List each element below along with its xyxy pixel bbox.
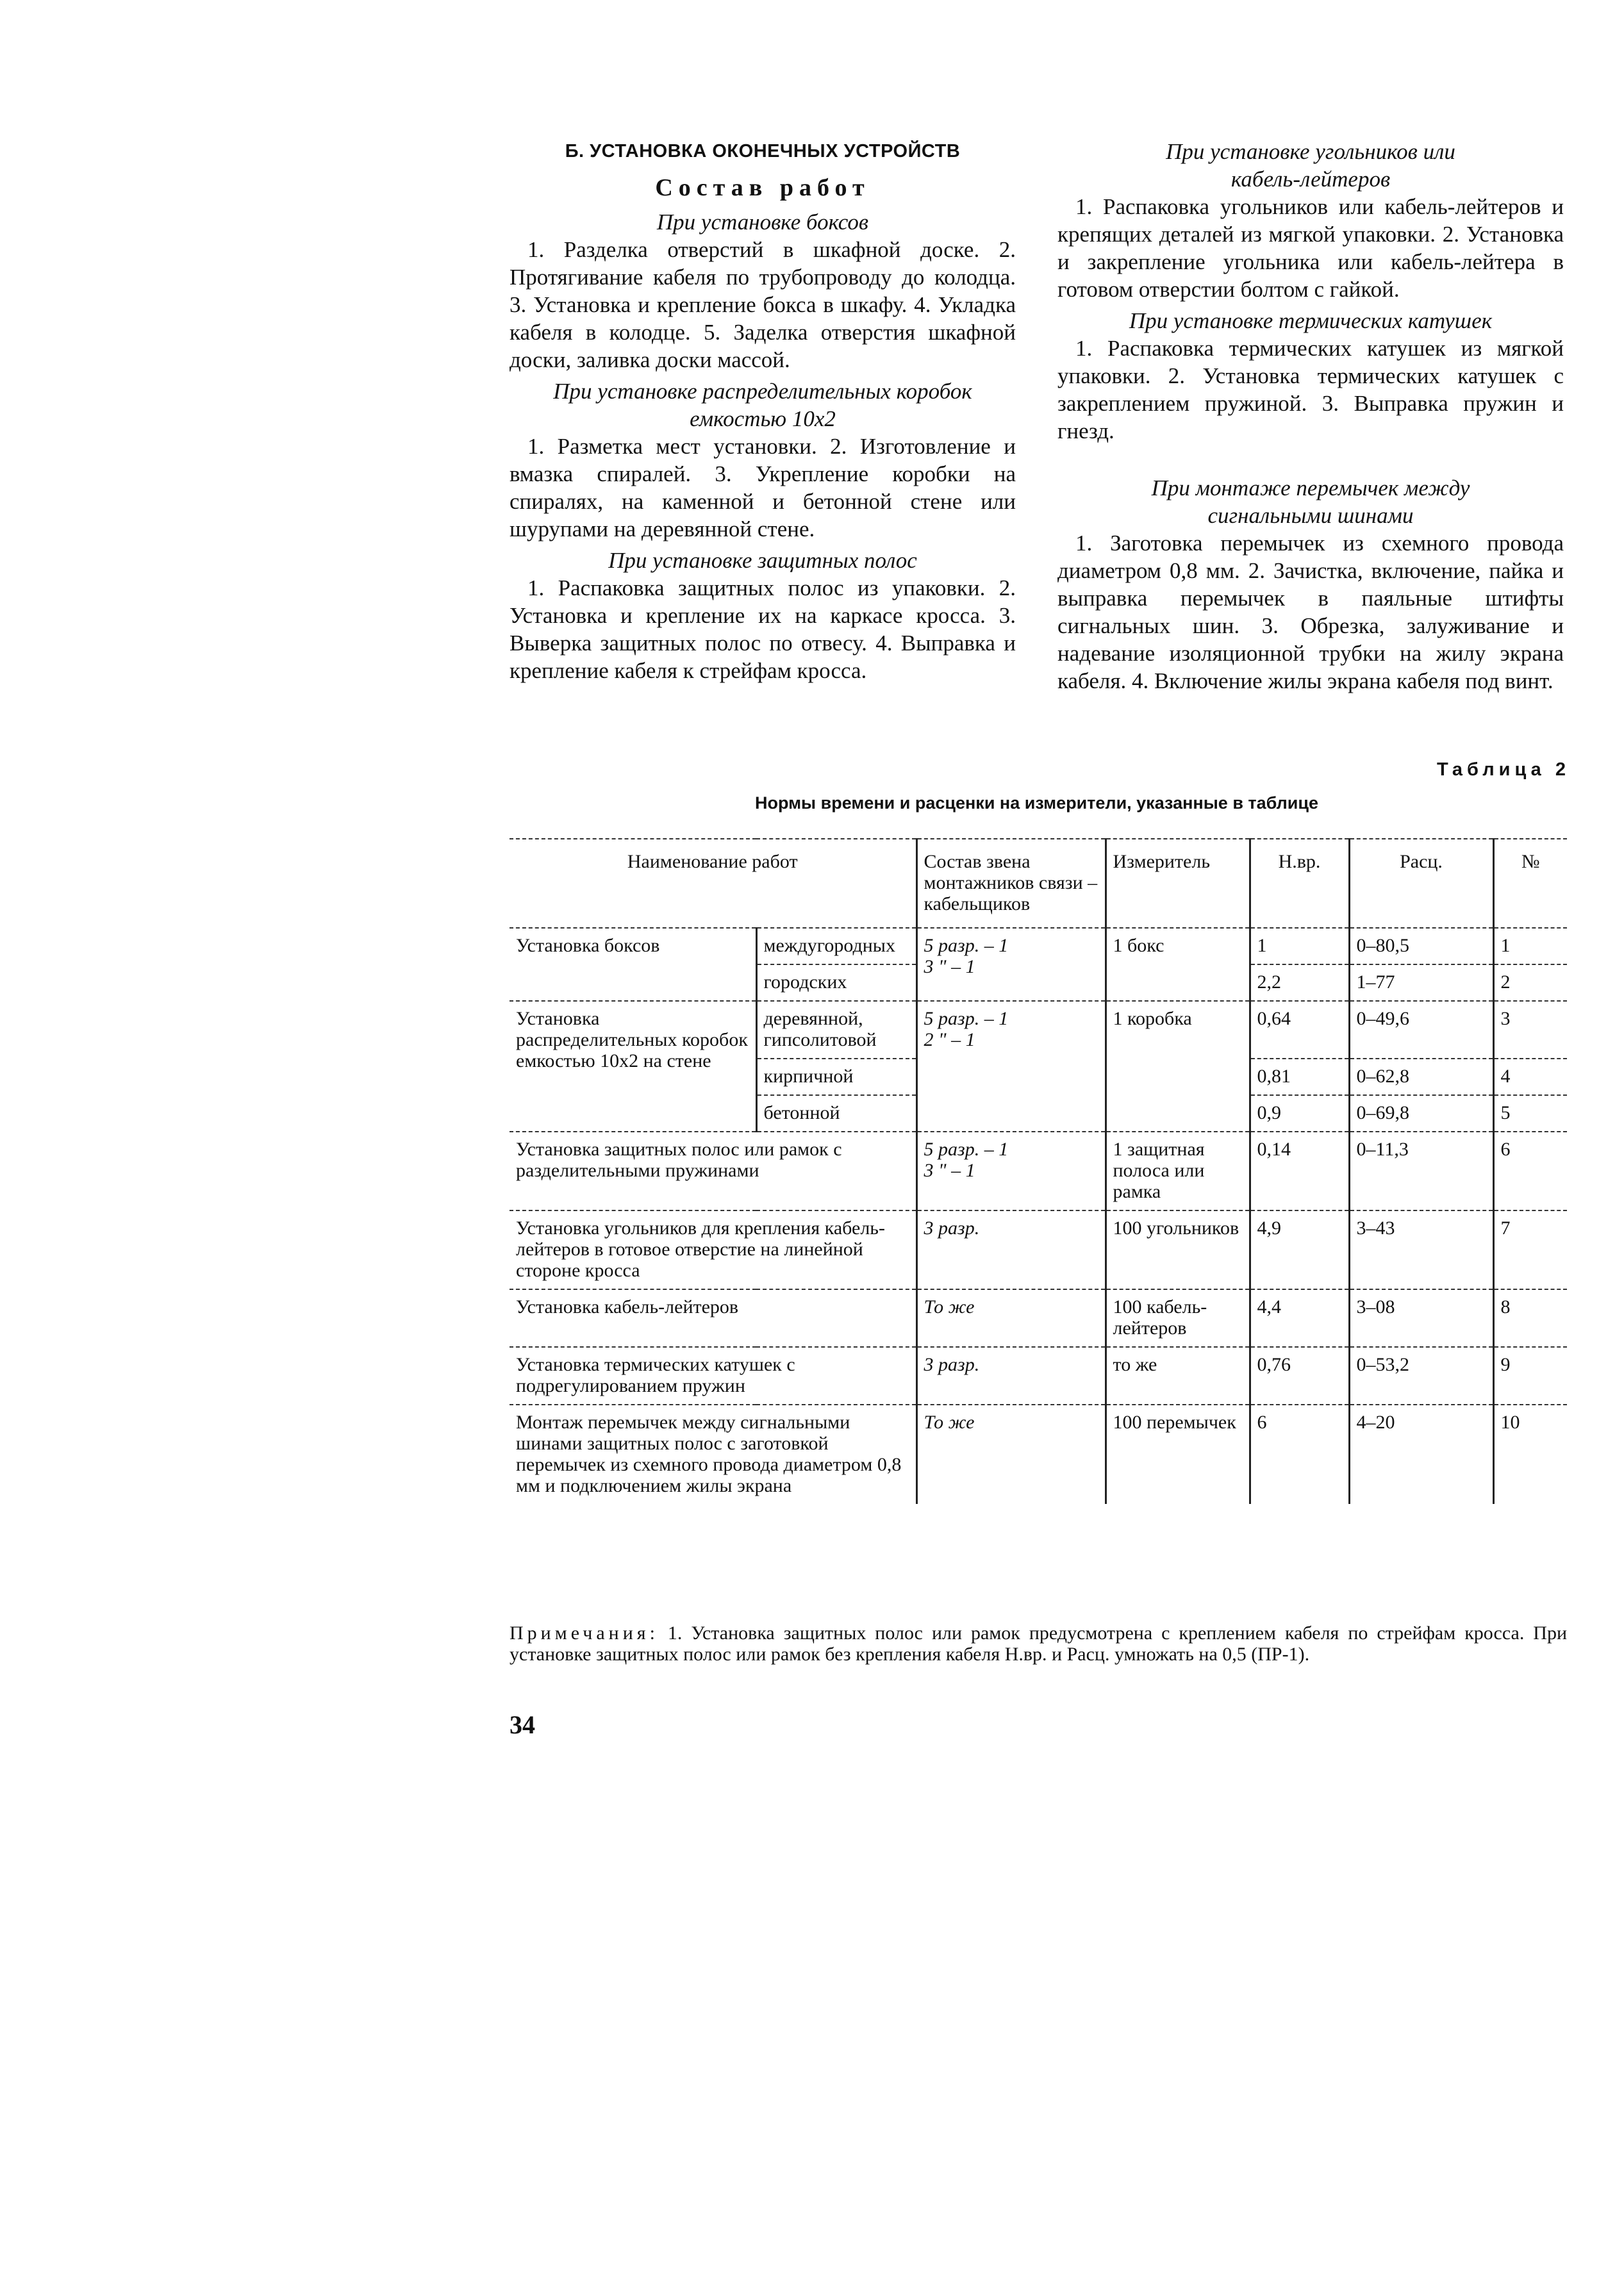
table-row — [510, 928, 1567, 964]
cell-nvr: 0,64 — [1250, 1001, 1349, 1059]
cell-no: 8 — [1493, 1289, 1567, 1347]
cell-nvr: 4,9 — [1250, 1210, 1349, 1289]
cell-work: Установка термических катушек с подрегулированием пружин — [510, 1347, 916, 1405]
paragraph: 1. Разметка мест установки. 2. Изготовление и вмазка спиралей. 3. Укрепление коробки на спиралях, на каменной и бетонной стене или шурупами на деревянной стене. — [510, 434, 1016, 541]
cell-no: 6 — [1493, 1132, 1567, 1210]
cell-nvr: 0,14 — [1250, 1132, 1349, 1210]
cell-unit: 1 бокс — [1106, 928, 1250, 1001]
right-column — [1057, 138, 1564, 698]
cell-nvr: 0,76 — [1250, 1347, 1349, 1405]
note-label: Примечания: — [510, 1623, 659, 1644]
header-rasc: Расц. — [1349, 839, 1493, 928]
cell-nvr: 1 — [1250, 928, 1349, 964]
cell-no: 3 — [1493, 1001, 1567, 1059]
spacer — [1057, 449, 1564, 474]
subheading: При установке защитных полос — [608, 548, 917, 573]
cell-rasc: 0–53,2 — [1349, 1347, 1493, 1405]
header-no: № — [1493, 839, 1567, 928]
cell-rasc: 0–49,6 — [1349, 1001, 1493, 1059]
cell-no: 9 — [1493, 1347, 1567, 1405]
subheading: При установке боксов — [656, 210, 869, 235]
cell-rasc: 0–62,8 — [1349, 1059, 1493, 1095]
paragraph: 1. Распаковка термических катушек из мягкой упаковки. 2. Установка термических катушек с закреплением пружиной. 3. Выправка пружин и гнезд. — [1057, 336, 1564, 443]
cell-unit: 1 защитная полоса или рамка — [1106, 1132, 1250, 1210]
cell-no: 1 — [1493, 928, 1567, 964]
cell-work: Установка распределительных коробок емкостью 10х2 на стене — [510, 1001, 756, 1132]
cell-crew: 3 разр. — [916, 1210, 1106, 1289]
header-name: Наименование работ — [510, 839, 916, 928]
subheading: При установке распределительных коробок емкостью 10х2 — [553, 379, 972, 431]
cell-rasc: 3–43 — [1349, 1210, 1493, 1289]
table-row — [510, 1405, 1567, 1504]
paragraph: 1. Распаковка защитных полос из упаковки. 2. Установка и крепление их на каркасе кросса. 3. Выверка защитных полос по отвесу. 4. Выправка и крепление кабеля к стрейфам кросса. — [510, 575, 1016, 683]
cell-rasc: 4–20 — [1349, 1405, 1493, 1504]
cell-no: 10 — [1493, 1405, 1567, 1504]
cell-work: Установка угольников для крепления кабель-лейтеров в готовое отверстие на линейной стороне кросса — [510, 1210, 916, 1289]
header-nvr: Н.вр. — [1250, 839, 1349, 928]
table-row — [510, 1132, 1567, 1210]
cell-no: 4 — [1493, 1059, 1567, 1095]
cell-unit: 100 перемычек — [1106, 1405, 1250, 1504]
cell-crew: 5 разр. – 1 2 " – 1 — [916, 1001, 1106, 1132]
cell-no: 5 — [1493, 1095, 1567, 1132]
table-number: Таблица 2 — [1436, 759, 1570, 780]
cell-nvr: 2,2 — [1250, 964, 1349, 1001]
cell-unit: 100 угольников — [1106, 1210, 1250, 1289]
left-column — [510, 138, 1016, 688]
table-row — [510, 1001, 1567, 1059]
cell-sub: кирпичной — [756, 1059, 916, 1095]
cell-crew: То же — [916, 1405, 1106, 1504]
table-row — [510, 1347, 1567, 1405]
cell-rasc: 0–69,8 — [1349, 1095, 1493, 1132]
table-header-row — [510, 839, 1567, 928]
cell-nvr: 0,81 — [1250, 1059, 1349, 1095]
subheading: При установке угольников или кабель-лейтеров — [1166, 139, 1455, 192]
header-unit: Измеритель — [1106, 839, 1250, 928]
header-crew: Состав звена монтажников связи – кабельщиков — [916, 839, 1106, 928]
cell-unit: 1 коробка — [1106, 1001, 1250, 1132]
sostav-heading: Состав работ — [655, 174, 870, 201]
cell-sub: городских — [756, 964, 916, 1001]
cell-nvr: 6 — [1250, 1405, 1349, 1504]
cell-no: 2 — [1493, 964, 1567, 1001]
cell-crew: 5 разр. – 1 3 " – 1 — [916, 1132, 1106, 1210]
cell-crew: То же — [916, 1289, 1106, 1347]
table-row — [510, 1210, 1567, 1289]
cell-nvr: 0,9 — [1250, 1095, 1349, 1132]
cell-unit: 100 кабель-лейтеров — [1106, 1289, 1250, 1347]
footnote — [510, 1623, 1567, 1665]
cell-no: 7 — [1493, 1210, 1567, 1289]
norms-table — [510, 838, 1567, 1504]
subheading: При монтаже перемычек между сигнальными шинами — [1151, 475, 1470, 528]
cell-work: Установка боксов — [510, 928, 756, 1001]
note-text: 1. Установка защитных полос или рамок предусмотрена с креплением кабеля по стрейфам кросса. При установке защитных полос или рамок без крепления кабеля Н.вр. и Расц. умножать на 0,5 (ПР-1). — [510, 1623, 1568, 1665]
cell-sub: междугородных — [756, 928, 916, 964]
cell-unit: то же — [1106, 1347, 1250, 1405]
paragraph: 1. Распаковка угольников или кабель-лейтеров и крепящих деталей из мягкой упаковки. 2. Установка и закрепление угольника или кабель-лейтера в готовом отверстии болтом с гайкой. — [1057, 194, 1564, 302]
cell-rasc: 0–80,5 — [1349, 928, 1493, 964]
cell-sub: деревянной, гипсолитовой — [756, 1001, 916, 1059]
cell-sub: бетонной — [756, 1095, 916, 1132]
cell-crew: 3 разр. — [916, 1347, 1106, 1405]
section-title: Б. УСТАНОВКА ОКОНЕЧНЫХ УСТРОЙСТВ — [565, 141, 961, 161]
subheading: При установке термических катушек — [1129, 308, 1493, 333]
cell-work: Монтаж перемычек между сигнальными шинами защитных полос с заготовкой перемычек из схемного провода диаметром 0,8 мм и подключением жилы экрана — [510, 1405, 916, 1504]
cell-rasc: 1–77 — [1349, 964, 1493, 1001]
cell-nvr: 4,4 — [1250, 1289, 1349, 1347]
page-number: 34 — [510, 1710, 535, 1739]
table-title: Нормы времени и расценки на измерители, указанные в таблице — [754, 793, 1319, 813]
cell-rasc: 0–11,3 — [1349, 1132, 1493, 1210]
cell-work: Установка кабель-лейтеров — [510, 1289, 916, 1347]
paragraph: 1. Заготовка перемычек из схемного провода диаметром 0,8 мм. 2. Зачистка, включение, пайка и выправка перемычек в паяльные штифты сигнальных шин. 3. Обрезка, залуживание и надевание изоляционной трубки на жилу экрана кабеля. 4. Включение жилы экрана кабеля под винт. — [1057, 531, 1564, 693]
paragraph: 1. Разделка отверстий в шкафной доске. 2. Протягивание кабеля по трубопроводу до колодца. 3. Установка и крепление бокса в шкафу. 4. Укладка кабеля в колодце. 5. Заделка отверстия шкафной доски, заливка доски массой. — [510, 237, 1016, 372]
table-row — [510, 1289, 1567, 1347]
cell-crew: 5 разр. – 1 3 " – 1 — [916, 928, 1106, 1001]
cell-work: Установка защитных полос или рамок с разделительными пружинами — [510, 1132, 916, 1210]
cell-rasc: 3–08 — [1349, 1289, 1493, 1347]
